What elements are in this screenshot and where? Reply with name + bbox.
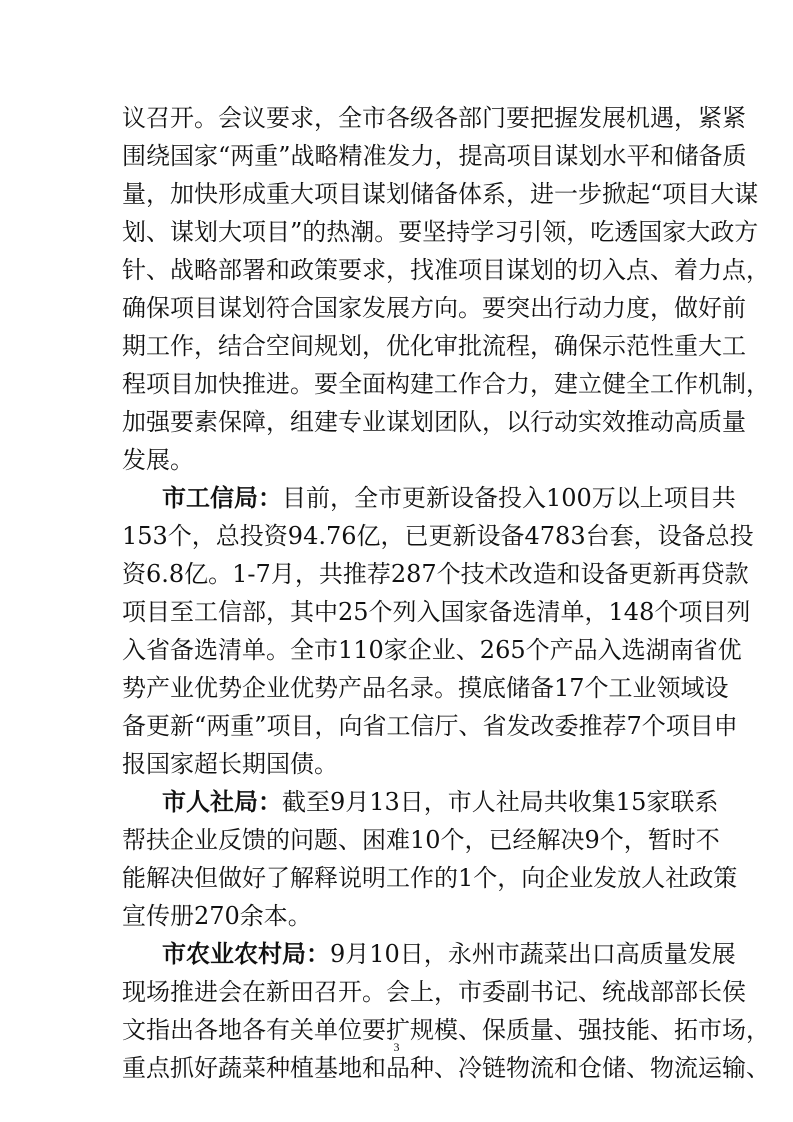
text-line: 确保项目谋划符合国家发展方向。要突出行动力度，做好前: [122, 294, 746, 322]
section-heading: 市农业农村局：: [162, 940, 330, 968]
paragraph-first-line: [162, 785, 719, 819]
text-line: 153个，总投资94.76亿，已更新设备4783台套，设备总投: [122, 522, 754, 550]
paragraph-first-line: [162, 481, 736, 515]
text-line: 项目至工信部，其中25个列入国家备选清单，148个项目列: [122, 598, 751, 626]
text-line: 针、战略部署和政策要求，找准项目谋划的切入点、着力点，: [122, 256, 770, 284]
text-line: 9月10日，永州市蔬菜出口高质量发展: [330, 940, 736, 968]
text-line: 帮扶企业反馈的问题、困难10个，已经解决9个，暂时不: [122, 826, 720, 854]
text-line: 期工作，结合空间规划，优化审批流程，确保示范性重大工: [122, 332, 746, 360]
text-line: 入省备选清单。全市110家企业、265个产品入选湖南省优: [122, 636, 742, 664]
section-heading: 市工信局：: [162, 484, 282, 512]
text-line: 势产业优势企业优势产品名录。摸底储备17个工业领域设: [122, 674, 729, 702]
text-line: 发展。: [122, 446, 194, 474]
text-line: 加强要素保障，组建专业谋划团队，以行动实效推动高质量: [122, 408, 746, 436]
text-line: 能解决但做好了解释说明工作的1个，向企业发放人社政策: [122, 864, 738, 892]
paragraph-first-line: [162, 937, 736, 971]
section-heading: 市人社局：: [162, 788, 282, 816]
text-line: 量，加快形成重大项目谋划储备体系，进一步掀起“项目大谋: [122, 180, 759, 208]
text-line: 目前，全市更新设备投入100万以上项目共: [282, 484, 736, 512]
text-line: 文指出各地各有关单位要扩规模、保质量、强技能、拓市场，: [122, 1016, 770, 1044]
text-line: 宣传册270余本。: [122, 902, 312, 930]
text-line: 议召开。会议要求，全市各级各部门要把握发展机遇，紧紧: [122, 104, 746, 132]
text-line: 截至9月13日，市人社局共收集15家联系: [282, 788, 719, 816]
text-line: 报国家超长期国债。: [122, 750, 338, 778]
text-line: 备更新“两重”项目，向省工信厅、省发改委推荐7个项目申: [122, 712, 738, 740]
text-line: 重点抓好蔬菜种植基地和品种、冷链物流和仓储、物流运输、: [122, 1054, 770, 1082]
text-line: 程项目加快推进。要全面构建工作合力，建立健全工作机制，: [122, 370, 770, 398]
text-line: 资6.8亿。1-7月，共推荐287个技术改造和设备更新再贷款: [122, 560, 749, 588]
text-line: 划、谋划大项目”的热潮。要坚持学习引领，吃透国家大政方: [122, 218, 759, 246]
text-line: 现场推进会在新田召开。会上，市委副书记、统战部部长侯: [122, 978, 746, 1006]
page-number: 3: [393, 1040, 400, 1054]
text-line: 围绕国家“两重”战略精准发力，提高项目谋划水平和储备质: [122, 142, 747, 170]
